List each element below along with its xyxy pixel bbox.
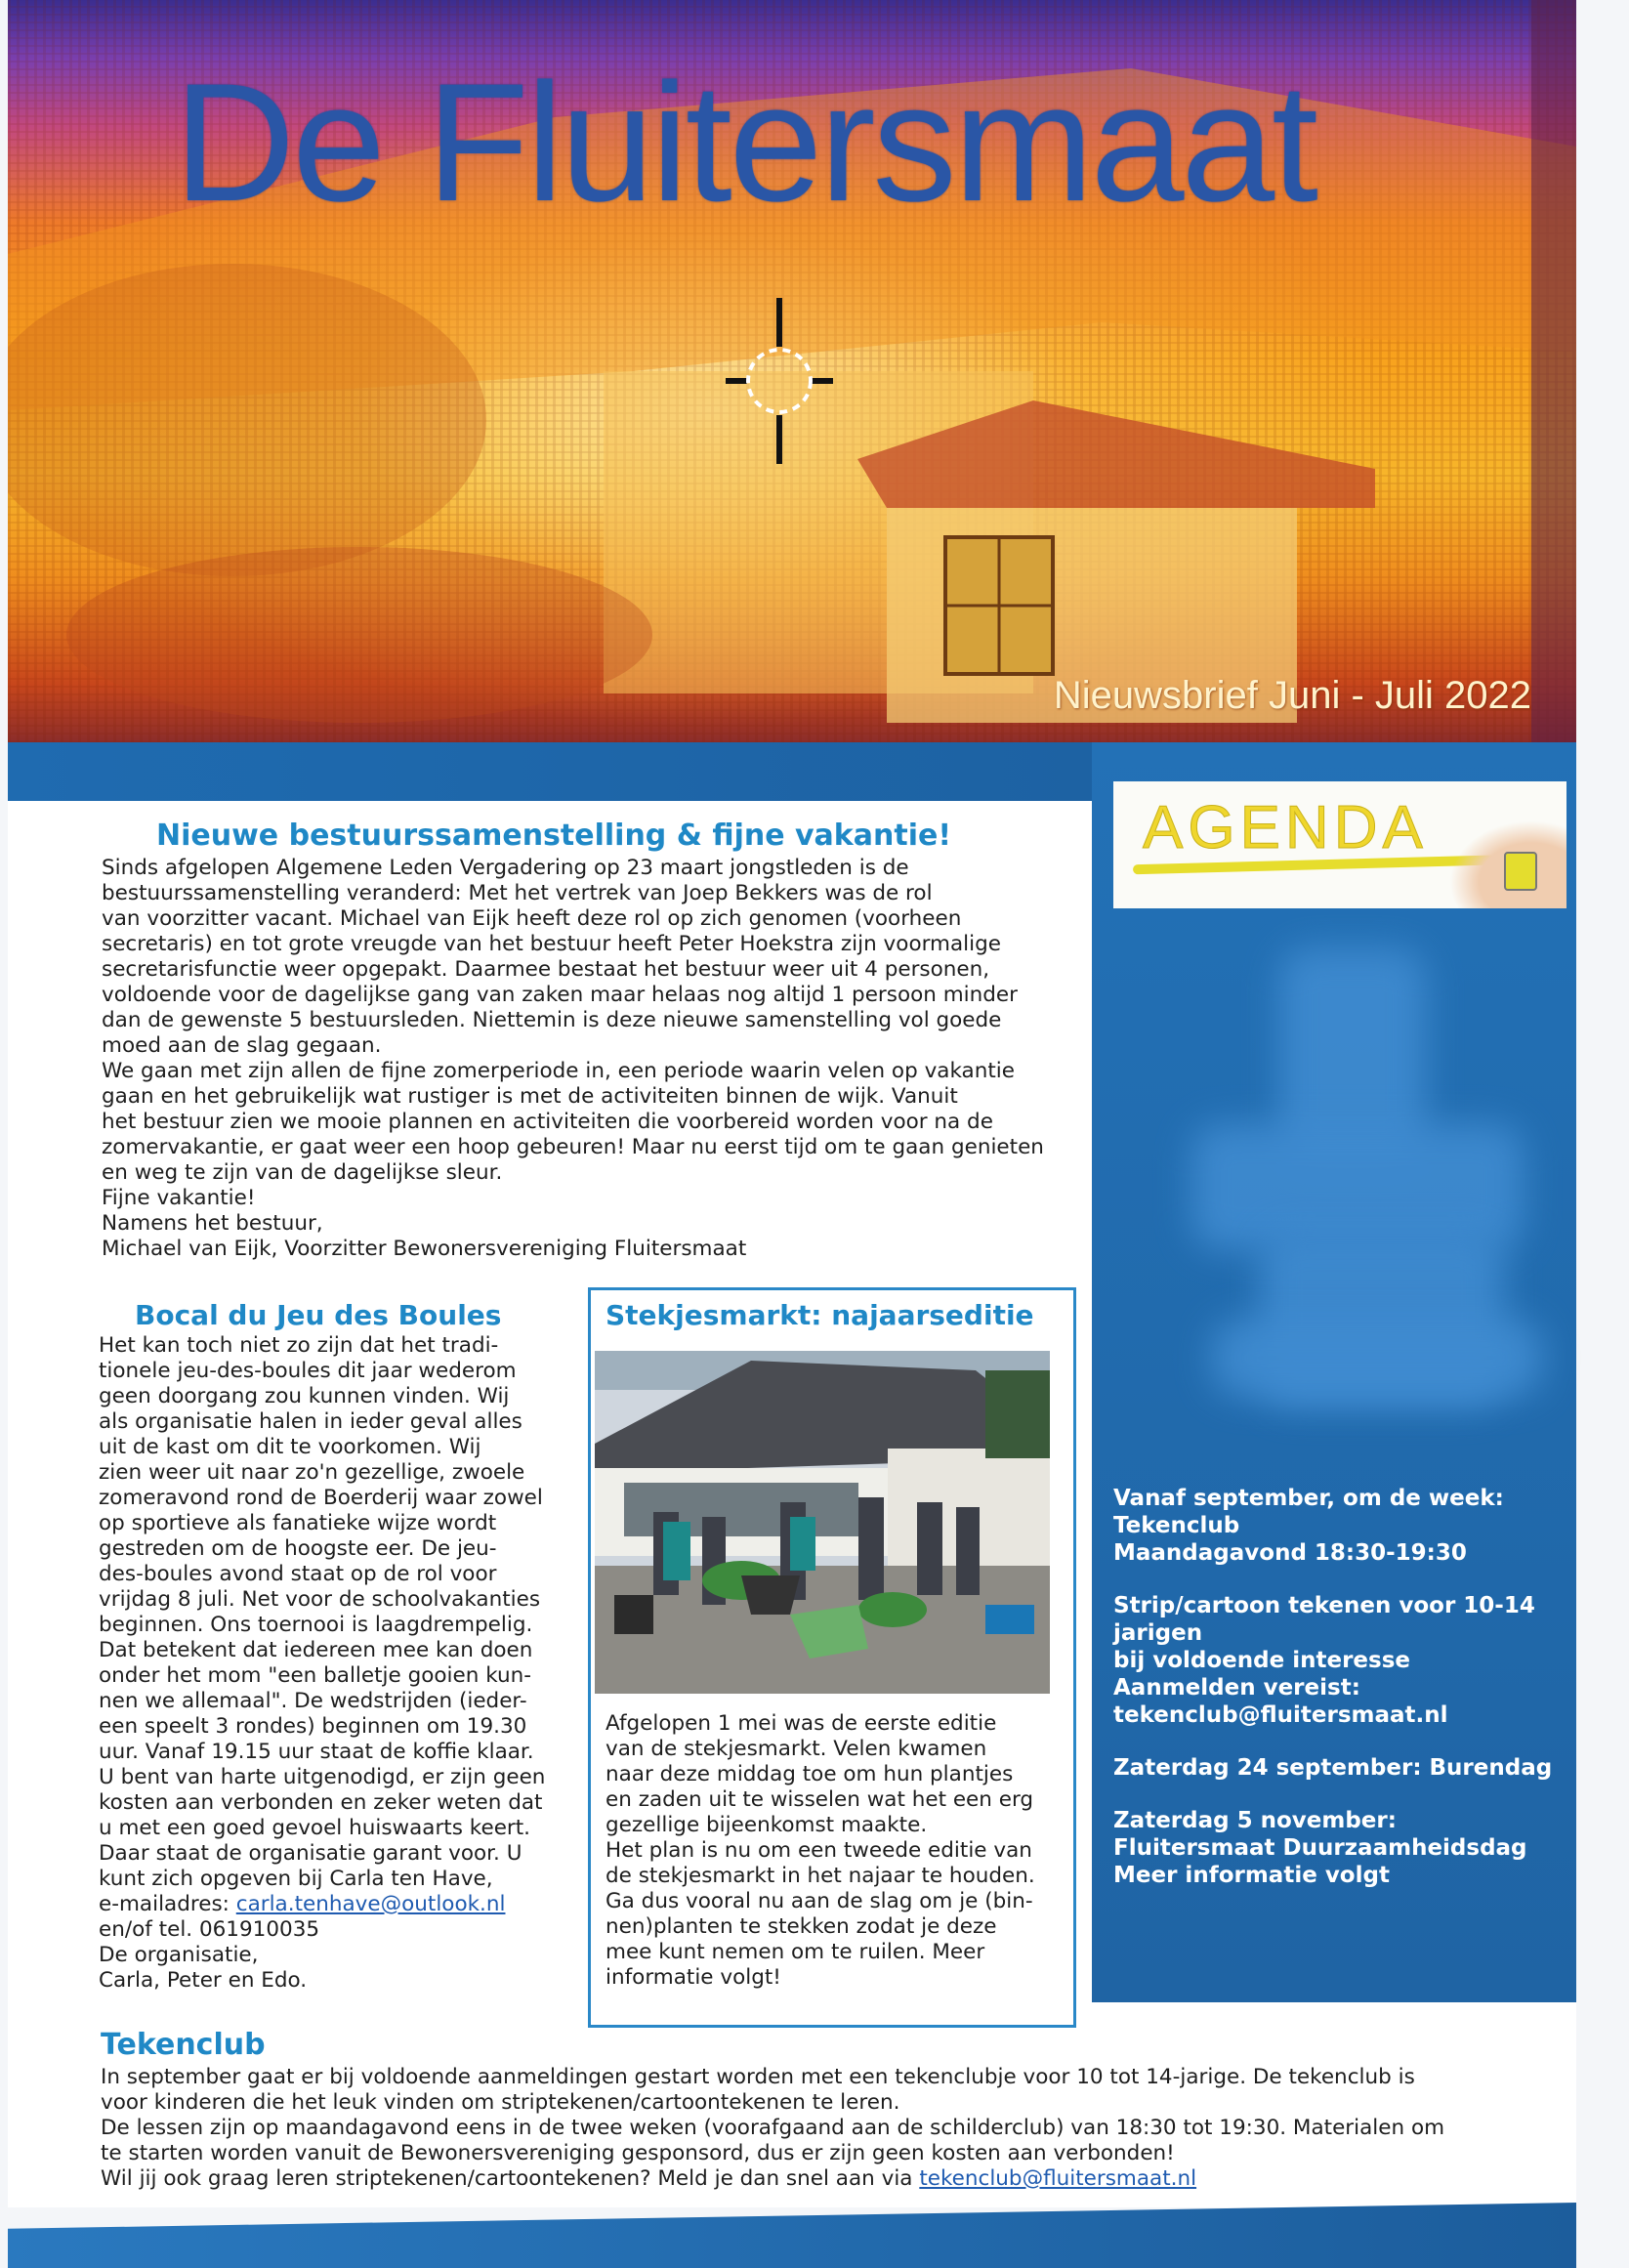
agenda-line: Maandagavond 18:30-19:30 xyxy=(1113,1540,1467,1566)
text-line: het bestuur zien we mooie plannen en activiteiten die voorbereid worden voor na de xyxy=(102,1110,993,1134)
newsletter-title: De Fluitersmaat xyxy=(174,49,1316,236)
text-line: Daar staat de organisatie garant voor. U xyxy=(99,1841,522,1866)
agenda-line: Aanmelden vereist: xyxy=(1113,1675,1360,1701)
agenda-item xyxy=(1113,1807,1563,1889)
stekjesmarkt-photo xyxy=(595,1351,1050,1694)
text-line xyxy=(101,2166,1444,2192)
text-line: informatie volgt! xyxy=(606,1965,781,1990)
agenda-email[interactable]: tekenclub@fluitersmaat.nl xyxy=(1113,1702,1448,1728)
text-line: Carla, Peter en Edo. xyxy=(99,1968,308,1993)
text-line: op sportieve als fanatieke wijze wordt xyxy=(99,1511,497,1535)
text-line: We gaan met zijn allen de fijne zomerperiode in, een periode waarin velen op vakantie xyxy=(102,1059,1015,1083)
agenda-item xyxy=(1113,1754,1563,1782)
text-line: Dat betekent dat iedereen mee kan doen xyxy=(99,1638,533,1662)
text-line: de stekjesmarkt in het najaar te houden. xyxy=(606,1864,1035,1888)
agenda-logo xyxy=(1113,781,1566,908)
email-label: e-mailadres: xyxy=(99,1892,236,1916)
agenda-line: Vanaf september, om de week: xyxy=(1113,1486,1504,1511)
text-line: Michael van Eijk, Voorzitter Bewonersvereniging Fluitersmaat xyxy=(102,1237,747,1261)
text-line: en/of tel. 061910035 xyxy=(99,1917,320,1942)
article-title-stekjesmarkt: Stekjesmarkt: najaarseditie xyxy=(606,1299,1034,1331)
text-line xyxy=(99,1892,545,1917)
text-line: gaan en het gebruikelijk wat rustiger is met de activiteiten binnen de wijk. Vanuit xyxy=(102,1084,958,1109)
text-line: Afgelopen 1 mei was de eerste editie xyxy=(606,1711,997,1736)
text-line: nen we allemaal". De wedstrijden (ieder- xyxy=(99,1689,527,1713)
text-line: geen doorgang zou kunnen vinden. Wij xyxy=(99,1384,510,1408)
text-line: van voorzitter vacant. Michael van Eijk heeft deze rol op zich genomen (voorheen xyxy=(102,906,962,931)
marker-pen-icon xyxy=(1504,852,1537,891)
text-line: beginnen. Ons toernooi is laagdrempelig. xyxy=(99,1613,533,1637)
text-line: U bent van harte uitgenodigd, er zijn geen xyxy=(99,1765,546,1789)
agenda-line: jarigen xyxy=(1113,1620,1203,1646)
text-line: nen)planten te stekken zodat je deze xyxy=(606,1914,997,1939)
text-line: mee kunt nemen om te ruilen. Meer xyxy=(606,1940,985,1964)
agenda-line: bij voldoende interesse xyxy=(1113,1648,1410,1673)
newsletter-edition: Nieuwsbrief Juni - Juli 2022 xyxy=(1053,674,1531,717)
text-line: kosten aan verbonden en zeker weten dat xyxy=(99,1790,543,1815)
agenda-line: Zaterdag 5 november: xyxy=(1113,1808,1397,1833)
text-line: Het plan is nu om een tweede editie van xyxy=(606,1838,1032,1863)
article-title-tekenclub: Tekenclub xyxy=(101,2028,266,2062)
text-line: kunt zich opgeven bij Carla ten Have, xyxy=(99,1867,493,1891)
text-line: des-boules avond staat op de rol voor xyxy=(99,1562,497,1586)
text-line: en weg te zijn van de dagelijkse sleur. xyxy=(102,1160,503,1185)
text-line: van de stekjesmarkt. Velen kwamen xyxy=(606,1737,987,1761)
text-line: De lessen zijn op maandagavond eens in de twee weken (voorafgaand aan de schilderclub) van 18:30 tot 19:30. Materialen om xyxy=(101,2116,1445,2140)
text-line: secretaris) en tot grote vreugde van het bestuur heeft Peter Hoekstra zijn voormalige xyxy=(102,932,1001,956)
email-link[interactable]: tekenclub@fluitersmaat.nl xyxy=(919,2166,1197,2191)
agenda-logo-text: AGENDA xyxy=(1143,794,1428,861)
header-banner xyxy=(8,0,1576,742)
text-line: Fijne vakantie! xyxy=(102,1186,256,1210)
article-body-tekenclub xyxy=(101,2065,1444,2192)
text-line: te starten worden vanuit de Bewonersvereniging gesponsord, dus er zijn geen kosten aan verbonden! xyxy=(101,2141,1175,2165)
text-line: Namens het bestuur, xyxy=(102,1211,323,1236)
article-body-bestuur xyxy=(102,856,1044,1262)
agenda-line: Strip/cartoon tekenen voor 10-14 xyxy=(1113,1593,1535,1618)
text-line: zomervakantie, er gaat weer een hoop gebeuren! Maar nu eerst tijd om te gaan genieten xyxy=(102,1135,1044,1159)
text-line: uit de kast om dit te voorkomen. Wij xyxy=(99,1435,481,1459)
text-line: dan de gewenste 5 bestuursleden. Niettemin is deze nieuwe samenstelling vol goede xyxy=(102,1008,1002,1032)
article-body-stekjesmarkt xyxy=(606,1711,1035,1991)
agenda-item xyxy=(1113,1485,1563,1567)
text-line: uur. Vanaf 19.15 uur staat de koffie klaar. xyxy=(99,1740,534,1764)
text-line: Ga dus vooral nu aan de slag om je (bin- xyxy=(606,1889,1033,1913)
text-line: als organisatie halen in ieder geval alles xyxy=(99,1409,522,1434)
text-line: een speelt 3 rondes) beginnen om 19.30 xyxy=(99,1714,527,1739)
text-line: en zaden uit te wisselen wat het een erg xyxy=(606,1787,1034,1812)
text-line: vrijdag 8 juli. Net voor de schoolvakanties xyxy=(99,1587,541,1612)
text-line: tionele jeu-des-boules dit jaar wederom xyxy=(99,1359,517,1383)
text-line: moed aan de slag gegaan. xyxy=(102,1033,382,1058)
text-line: zomeravond rond de Boerderij waar zowel xyxy=(99,1486,543,1510)
text-line: onder het mom "een balletje gooien kun- xyxy=(99,1663,532,1688)
text-line: Sinds afgelopen Algemene Leden Vergadering op 23 maart jongstleden is de xyxy=(102,856,909,880)
agenda-list xyxy=(1113,1485,1563,1914)
text-line: Het kan toch niet zo zijn dat het tradi- xyxy=(99,1333,499,1358)
agenda-item xyxy=(1113,1592,1563,1729)
text-line: secretarisfunctie weer opgepakt. Daarmee bestaat het bestuur weer uit 4 personen, xyxy=(102,957,990,982)
text-line: zien weer uit naar zo'n gezellige, zwoele xyxy=(99,1460,525,1485)
text-line: voldoende voor de dagelijkse gang van zaken maar helaas nog altijd 1 persoon minder xyxy=(102,983,1018,1007)
agenda-line: Meer informatie volgt xyxy=(1113,1863,1390,1888)
photo-illustration xyxy=(595,1351,1050,1694)
article-body-jeu-des-boules xyxy=(99,1333,545,1994)
redacted-agenda-area xyxy=(1152,908,1563,1494)
article-title-jeu-des-boules: Bocal du Jeu des Boules xyxy=(135,1299,502,1331)
text-line: gezellige bijeenkomst maakte. xyxy=(606,1813,928,1837)
crosshair-icon xyxy=(726,298,833,464)
agenda-line: Zaterdag 24 september: Burendag xyxy=(1113,1755,1553,1781)
text-line: bestuurssamenstelling veranderd: Met het vertrek van Joep Bekkers was de rol xyxy=(102,881,933,905)
text-line: u met een goed gevoel huiswaarts keert. xyxy=(99,1816,531,1840)
text-line: voor kinderen die het leuk vinden om striptekenen/cartoontekenen te leren. xyxy=(101,2090,900,2115)
agenda-line: Fluitersmaat Duurzaamheidsdag xyxy=(1113,1835,1527,1861)
text-line: In september gaat er bij voldoende aanmeldingen gestart worden met een tekenclubje voor 10 tot 14-jarige. De tekenclub is xyxy=(101,2065,1415,2089)
text-line: De organisatie, xyxy=(99,1943,259,1967)
email-label: Wil jij ook graag leren striptekenen/cartoontekenen? Meld je dan snel aan via xyxy=(101,2166,920,2191)
text-line: gestreden om de hoogste eer. De jeu- xyxy=(99,1536,497,1561)
text-line: naar deze middag toe om hun plantjes xyxy=(606,1762,1014,1786)
email-link[interactable]: carla.tenhave@outlook.nl xyxy=(235,1892,506,1916)
agenda-line: Tekenclub xyxy=(1113,1513,1240,1538)
article-title-bestuur: Nieuwe bestuurssamenstelling & fijne vakantie! xyxy=(156,819,951,853)
footer-band xyxy=(8,2203,1576,2268)
